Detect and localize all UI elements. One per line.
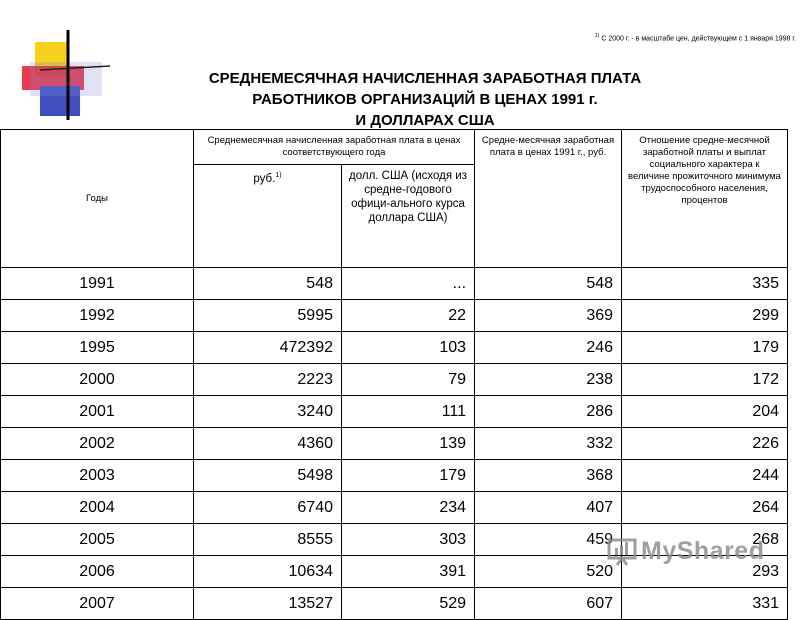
- cell-year: 2004: [1, 492, 194, 524]
- cell-ratio: 204: [622, 396, 788, 428]
- table-row: [1, 396, 788, 428]
- table-row: [1, 460, 788, 492]
- presentation-icon: [607, 536, 641, 566]
- cell-usd: ...: [342, 268, 475, 300]
- cell-rub: 8555: [194, 524, 342, 556]
- table-row: [1, 364, 788, 396]
- cell-r1991: 520: [475, 556, 622, 588]
- cell-year: 2007: [1, 588, 194, 620]
- cell-year: 2005: [1, 524, 194, 556]
- cell-usd: 234: [342, 492, 475, 524]
- cell-ratio: 226: [622, 428, 788, 460]
- watermark-text: MyShared: [641, 536, 765, 565]
- table-row: [1, 268, 788, 300]
- page-title: [120, 68, 730, 131]
- cell-year: 1992: [1, 300, 194, 332]
- cell-usd: 22: [342, 300, 475, 332]
- cell-year: 2001: [1, 396, 194, 428]
- table-row: [1, 300, 788, 332]
- cell-r1991: 548: [475, 268, 622, 300]
- table-row: [1, 588, 788, 620]
- cell-r1991: 246: [475, 332, 622, 364]
- cell-r1991: 369: [475, 300, 622, 332]
- decorative-logo-icon: [0, 0, 110, 125]
- cell-ratio: 179: [622, 332, 788, 364]
- cell-rub: 472392: [194, 332, 342, 364]
- title-line-2: РАБОТНИКОВ ОРГАНИЗАЦИЙ В ЦЕНАХ 1991 г.: [252, 91, 598, 108]
- cell-rub: 13527: [194, 588, 342, 620]
- header-years: Годы: [1, 130, 194, 268]
- cell-rub: 548: [194, 268, 342, 300]
- cell-r1991: 407: [475, 492, 622, 524]
- cell-r1991: 238: [475, 364, 622, 396]
- cell-ratio: 299: [622, 300, 788, 332]
- cell-year: 2000: [1, 364, 194, 396]
- cell-ratio: 264: [622, 492, 788, 524]
- cell-rub: 6740: [194, 492, 342, 524]
- cell-usd: 111: [342, 396, 475, 428]
- cell-r1991: 332: [475, 428, 622, 460]
- cell-year: 2002: [1, 428, 194, 460]
- table-row: [1, 428, 788, 460]
- cell-rub: 5498: [194, 460, 342, 492]
- cell-rub: 10634: [194, 556, 342, 588]
- cell-usd: 139: [342, 428, 475, 460]
- cell-ratio: 172: [622, 364, 788, 396]
- cell-rub: 3240: [194, 396, 342, 428]
- cell-r1991: 459: [475, 524, 622, 556]
- cell-usd: 179: [342, 460, 475, 492]
- cell-usd: 391: [342, 556, 475, 588]
- cell-rub: 4360: [194, 428, 342, 460]
- header-prices-1991: Средне-месячная заработная плата в ценах 1991 г., руб.: [475, 130, 622, 268]
- cell-usd: 103: [342, 332, 475, 364]
- cell-ratio: 244: [622, 460, 788, 492]
- table-row: [1, 492, 788, 524]
- cell-year: 1995: [1, 332, 194, 364]
- header-usd: долл. США (исходя из средне-годового офици-ального курса доллара США): [342, 165, 475, 268]
- header-rub: руб.$^{1)}$: [194, 165, 342, 268]
- title-line-1: СРЕДНЕМЕСЯЧНАЯ НАЧИСЛЕННАЯ ЗАРАБОТНАЯ ПЛАТА: [208, 70, 642, 87]
- cell-ratio: 331: [622, 588, 788, 620]
- cell-ratio: 335: [622, 268, 788, 300]
- header-current-prices: Среднемесячная начисленная заработная плата в ценах соответствующего года: [194, 130, 475, 165]
- cell-rub: 2223: [194, 364, 342, 396]
- footnote: $^{1)}$ С 2000 г. - в масштабе цен, действующем с 1 января 1998 г.: [594, 33, 796, 43]
- cell-year: 2006: [1, 556, 194, 588]
- cell-rub: 5995: [194, 300, 342, 332]
- cell-year: 1991: [1, 268, 194, 300]
- title-line-3: И ДОЛЛАРАХ США: [355, 112, 495, 129]
- cell-usd: 79: [342, 364, 475, 396]
- cell-usd: 529: [342, 588, 475, 620]
- cell-year: 2003: [1, 460, 194, 492]
- header-ratio: Отношение средне-месячной заработной платы и выплат социального характера к величине прожиточного минимума трудоспособного населения, процентов: [622, 130, 788, 268]
- cell-usd: 303: [342, 524, 475, 556]
- cell-r1991: 368: [475, 460, 622, 492]
- cell-r1991: 607: [475, 588, 622, 620]
- cell-ratio: 268: [622, 524, 788, 556]
- cell-ratio: 293: [622, 556, 788, 588]
- cell-r1991: 286: [475, 396, 622, 428]
- table-row: [1, 332, 788, 364]
- watermark: [607, 536, 764, 566]
